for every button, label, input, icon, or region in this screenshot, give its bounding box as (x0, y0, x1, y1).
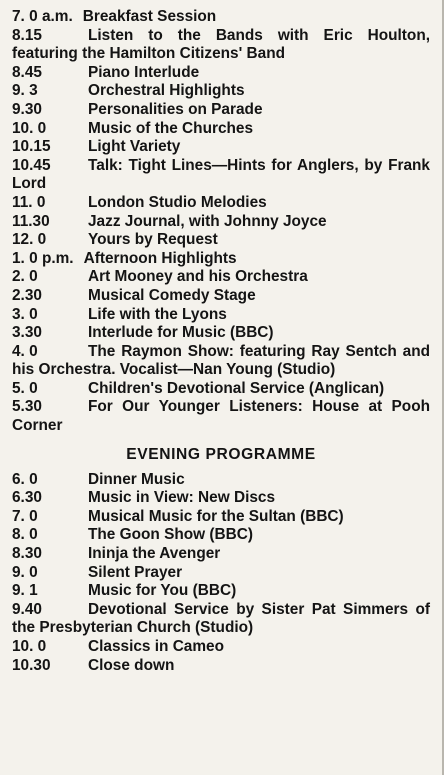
schedule-entry (12, 508, 430, 527)
entry-time: 9.30 (12, 100, 42, 118)
schedule-entry (12, 343, 430, 380)
schedule-entry (12, 582, 430, 601)
entry-time: 10. 0 (12, 638, 47, 655)
entry-time: 9. 0 (12, 563, 38, 581)
schedule-entry (12, 157, 430, 194)
entry-title: The Raymon Show: featuring Ray Sentch and his Orchestra. Vocalist—Nan Young (Studio) (12, 342, 430, 379)
schedule-entry (12, 213, 430, 232)
entry-title: Talk: Tight Lines—Hints for Anglers, by Frank Lord (12, 156, 430, 193)
entry-time: 9. 3 (12, 82, 38, 100)
entry-time: 9.40 (12, 600, 42, 618)
entry-title: Afternoon Highlights (83, 249, 237, 267)
entry-title: Silent Prayer (88, 563, 183, 581)
entry-title: Yours by Request (88, 231, 218, 249)
entry-title: Personalities on Parade (88, 100, 263, 118)
entry-title: Music in View: New Discs (88, 489, 276, 507)
entry-title: Orchestral Highlights (88, 82, 245, 100)
entry-title: Dinner Music (88, 470, 185, 488)
schedule-entry (12, 250, 430, 269)
daytime-schedule (12, 8, 430, 436)
schedule-entry (12, 489, 430, 508)
entry-time: 1. 0 p.m. (12, 249, 74, 267)
entry-title: London Studio Melodies (88, 193, 267, 211)
entry-title: Musical Music for the Sultan (BBC) (88, 507, 344, 525)
entry-time: 4. 0 (12, 342, 38, 360)
entry-title: The Goon Show (BBC) (88, 526, 253, 544)
entry-time: 2. 0 (12, 268, 38, 286)
schedule-entry (12, 101, 430, 120)
entry-time: 10.30 (12, 656, 51, 674)
schedule-entry (12, 324, 430, 343)
entry-time: 12. 0 (12, 231, 47, 249)
entry-title: Devotional Service by Sister Pat Simmers of the Presbyterian Church (Studio) (12, 600, 430, 637)
schedule-entry (12, 138, 430, 157)
entry-title: Life with the Lyons (88, 305, 227, 323)
entry-time: 6.30 (12, 489, 42, 507)
schedule-entry (12, 194, 430, 213)
entry-title: Music of the Churches (88, 119, 254, 137)
entry-title: Classics in Cameo (88, 638, 225, 655)
entry-time: 8.45 (12, 63, 42, 81)
entry-time: 11. 0 (12, 193, 46, 211)
entry-time: 10.15 (12, 138, 51, 156)
schedule-entry (12, 638, 430, 657)
schedule-entry (12, 564, 430, 583)
entry-title: Light Variety (88, 138, 181, 156)
entry-time: 11.30 (12, 212, 50, 230)
schedule-entry (12, 120, 430, 139)
schedule-entry (12, 82, 430, 101)
schedule-entry (12, 8, 430, 27)
schedule-entry (12, 545, 430, 564)
entry-time: 7. 0 a.m. (12, 8, 73, 25)
entry-time: 5.30 (12, 398, 42, 416)
entry-title: Interlude for Music (BBC) (88, 324, 274, 342)
entry-time: 6. 0 (12, 470, 38, 488)
entry-title: Breakfast Session (82, 8, 217, 25)
schedule-entry (12, 268, 430, 287)
entry-title: Music for You (BBC) (88, 582, 237, 600)
schedule-entry (12, 526, 430, 545)
schedule-entry (12, 64, 430, 83)
entry-time: 8.30 (12, 545, 42, 563)
entry-title: Art Mooney and his Orchestra (88, 268, 308, 286)
schedule-entry (12, 657, 430, 676)
evening-programme-heading: EVENING PROGRAMME (126, 445, 316, 463)
schedule-entry (12, 231, 430, 250)
entry-title: Jazz Journal, with Johnny Joyce (88, 212, 327, 230)
entry-title: Listen to the Bands with Eric Houlton, featuring the Hamilton Citizens' Band (12, 26, 430, 63)
entry-title: For Our Younger Listeners: House at Pooh Corner (12, 398, 430, 435)
evening-schedule (12, 471, 430, 676)
entry-title: Musical Comedy Stage (88, 286, 256, 304)
schedule-entry (12, 471, 430, 490)
schedule-entry (12, 398, 430, 435)
entry-time: 10. 0 (12, 119, 47, 137)
entry-time: 5. 0 (12, 379, 38, 397)
entry-time: 2.30 (12, 286, 42, 304)
entry-title: Children's Devotional Service (Anglican) (88, 379, 385, 397)
schedule-entry (12, 601, 430, 638)
entry-title: Ininja the Avenger (88, 545, 221, 563)
entry-time: 10.45 (12, 156, 51, 174)
entry-time: 3. 0 (12, 305, 38, 323)
schedule-entry (12, 306, 430, 325)
entry-time: 8.15 (12, 26, 42, 44)
schedule-entry (12, 287, 430, 306)
schedule-entry (12, 380, 430, 399)
entry-title: Piano Interlude (88, 63, 200, 81)
entry-time: 3.30 (12, 324, 42, 342)
entry-title: Close down (88, 656, 175, 674)
entry-time: 7. 0 (12, 507, 38, 525)
schedule-entry (12, 27, 430, 64)
entry-time: 9. 1 (12, 582, 38, 600)
entry-time: 8. 0 (12, 526, 38, 544)
